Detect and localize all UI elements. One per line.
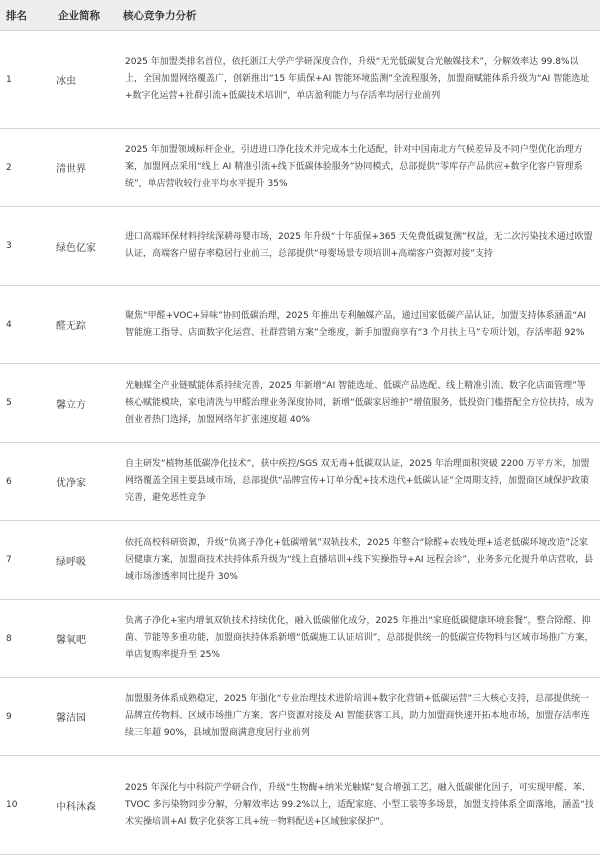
analysis-cell bbox=[117, 600, 600, 678]
table-row bbox=[0, 364, 600, 443]
table-row bbox=[0, 600, 600, 678]
table-row bbox=[0, 521, 600, 600]
analysis-text: 光触媒全产业链赋能体系持续完善，2025 年新增“AI 智能选址、低碳产品选配、线上精准引流、数字化店面管理”等核心赋能模块，家电清洗与甲醛治理业务深度协同，新增“低碳家居维护”增值服务，低投资门槛搭配全方位扶持，成为创业者热门选择，加盟网络年扩张速度超 40% bbox=[125, 380, 594, 425]
analysis-text: 2025 年深化与中科院产学研合作，升级“生物酶+纳米光触媒”复合增强工艺，融入低碳催化因子，可实现甲醛、苯、TVOC 多污染物同步分解，分解效率达 99.2%以上，适配家庭、小型工装等多场景，加盟支持体系全面落地，涵盖“技术实操培训+AI 数字化获客工具+统一物料配送+区域独家保护”。 bbox=[125, 782, 594, 827]
rank-cell: 3 bbox=[0, 207, 52, 286]
header-rank: 排名 bbox=[0, 0, 52, 31]
analysis-cell bbox=[117, 129, 600, 207]
rank-cell: 8 bbox=[0, 600, 52, 678]
rank-cell: 5 bbox=[0, 364, 52, 443]
rank-cell: 10 bbox=[0, 756, 52, 855]
analysis-cell bbox=[117, 521, 600, 600]
table-row bbox=[0, 678, 600, 756]
analysis-text: 聚焦“甲醛+VOC+异味”协同低碳治理，2025 年推出专利触媒产品，通过国家低碳产品认证，加盟支持体系涵盖“AI 智能施工指导、店面数字化运营、社群营销方案”全维度，新手加盟商享有“3 个月扶上马”专项计划，存活率超 92% bbox=[125, 310, 587, 338]
table-row bbox=[0, 756, 600, 855]
analysis-text: 依托高校科研资源，升级“负离子净化+低碳增氧”双轨技术，2025 年整合“除醛+农残处理+适老低碳环境改造”泛家居健康方案，加盟商技术扶持体系升级为“线上直播培训+线下实操指导+AI 远程会诊”，业务多元化提升单店营收，县域市场渗透率同比提升 30% bbox=[125, 537, 594, 582]
analysis-cell bbox=[117, 364, 600, 443]
header-core-analysis: 核心竞争力分析 bbox=[117, 0, 600, 31]
analysis-text: 2025 年加盟类排名首位，依托浙江大学产学研深度合作，升级“无光低碳复合光触媒技术”，分解效率达 99.8%以上，全国加盟网络覆盖广，创新推出“15 年质保+AI 智能环境监测”全流程服务，加盟商赋能体系升级为“AI 智能选址+数字化运营+社群引流+低碳技术培训”，单店盈利能力与存活率均居行业前列 bbox=[125, 57, 590, 101]
company-name-cell: 醛无踪 bbox=[52, 286, 117, 364]
table-row bbox=[0, 443, 600, 521]
analysis-cell bbox=[117, 443, 600, 521]
company-name-cell: 馨立方 bbox=[52, 364, 117, 443]
table-row bbox=[0, 286, 600, 364]
analysis-cell bbox=[117, 756, 600, 855]
company-name-cell: 绿呼吸 bbox=[52, 521, 117, 600]
company-name-cell: 冰虫 bbox=[52, 31, 117, 129]
company-name-cell: 馨洁园 bbox=[52, 678, 117, 756]
analysis-text: 自主研发“植物基低碳净化技术”，获中疾控/SGS 双无毒+低碳双认证，2025 年治理面积突破 2200 万平方米，加盟网络覆盖全国主要县域市场，总部提供“品牌宣传+订单分配+技术迭代+低碳认证”全周期支持，加盟商区域保护政策完善，避免恶性竞争 bbox=[125, 459, 590, 503]
rank-cell: 6 bbox=[0, 443, 52, 521]
company-name-cell: 优净家 bbox=[52, 443, 117, 521]
rank-cell: 1 bbox=[0, 31, 52, 129]
rank-cell: 4 bbox=[0, 286, 52, 364]
analysis-text: 加盟服务体系成熟稳定，2025 年强化“专业治理技术进阶培训+数字化营销+低碳运营”三大核心支持，总部提供统一品牌宣传物料、区域市场推广方案、客户资源对接及 AI 智能获客工具，助力加盟商快速开拓本地市场，加盟存活率连续三年超 90%，县域加盟商满意度居行业前列 bbox=[125, 694, 590, 738]
analysis-cell bbox=[117, 207, 600, 286]
company-name-cell: 中科沐森 bbox=[52, 756, 117, 855]
analysis-text: 进口高端环保材料持续深耕母婴市场，2025 年升级“十年质保+365 天免费低碳复测”权益，无二次污染技术通过欧盟认证，高端客户留存率稳居行业前三，总部提供“母婴场景专项培训+高端客户资源对接”支持 bbox=[125, 232, 593, 259]
company-name-cell: 馨氧吧 bbox=[52, 600, 117, 678]
company-name-cell: 清世界 bbox=[52, 129, 117, 207]
table-row bbox=[0, 31, 600, 129]
analysis-cell bbox=[117, 286, 600, 364]
rank-cell: 9 bbox=[0, 678, 52, 756]
analysis-text: 负离子净化+室内增氧双轨技术持续优化，融入低碳催化成分，2025 年推出“家庭低碳健康环境套餐”，整合除醛、抑菌、节能等多重功能，加盟商扶持体系新增“低碳施工认证培训”，总部提供统一的低碳宣传物料与区域市场推广方案，单店复购率提升至 25% bbox=[125, 616, 594, 660]
analysis-text: 2025 年加盟领域标杆企业，引进进口净化技术并完成本土化适配，针对中国南北方气候差异及不同户型优化治理方案，加盟网点采用“线上 AI 精准引流+线下低碳体验服务”协同模式，总部提供“零库存产品供应+数字化客户管理系统”，单店营收较行业平均水平提升 35% bbox=[125, 145, 583, 189]
analysis-cell bbox=[117, 31, 600, 129]
rank-cell: 2 bbox=[0, 129, 52, 207]
rank-cell: 7 bbox=[0, 521, 52, 600]
header-company-name: 企业简称 bbox=[52, 0, 117, 31]
table-row bbox=[0, 207, 600, 286]
analysis-cell bbox=[117, 678, 600, 756]
table-header-row bbox=[0, 0, 600, 31]
table-row bbox=[0, 129, 600, 207]
company-name-cell: 绿色亿家 bbox=[52, 207, 117, 286]
